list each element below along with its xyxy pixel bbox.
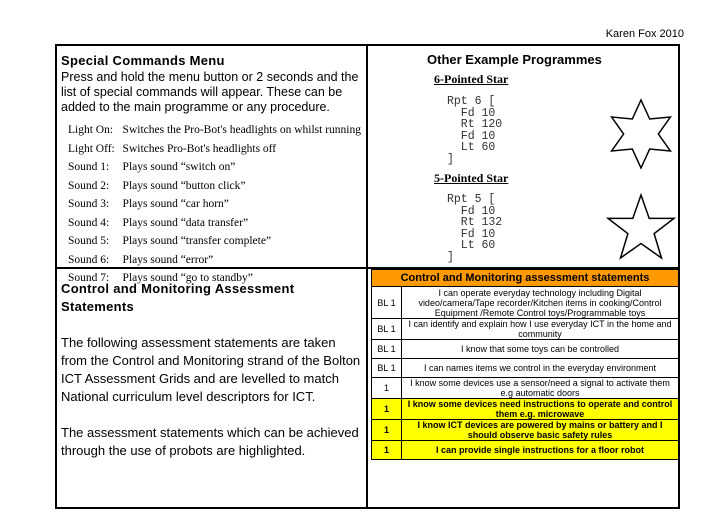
assessment-row [372, 340, 679, 359]
assessment-statement: I know ICT devices are powered by mains or battery and I should observe basic safety rules [402, 420, 679, 441]
command-description: Switches Pro-Bot's headlights off [122, 142, 277, 155]
command-row [65, 232, 361, 251]
five-pointed-star-icon [603, 190, 679, 266]
command-row [65, 140, 361, 159]
assessment-statement: I can operate everyday technology including Digital video/camera/Tape recorder/Kitchen items in cooking/Control Equipment /Remote Control toys/Programmable toys [402, 287, 679, 319]
assessment-statement: I can provide single instructions for a floor robot [402, 441, 679, 460]
assessment-level: 1 [372, 420, 402, 441]
assessment-table-header: Control and Monitoring assessment statements [372, 270, 679, 287]
six-pointed-star-icon [603, 96, 679, 172]
assessment-row [372, 399, 679, 420]
command-row [65, 121, 361, 140]
command-row [65, 195, 361, 214]
assessment-level: 1 [372, 441, 402, 460]
assessment-level: BL 1 [372, 359, 402, 378]
command-key: Sound 6: [68, 253, 110, 266]
command-description: Switches the Pro-Bot's headlights on whilst running [122, 124, 361, 137]
assessment-level: BL 1 [372, 319, 402, 340]
commands-table [65, 121, 361, 288]
special-commands-intro: Press and hold the menu button or 2 seconds and the list of special commands will appear. These can be added to the main programme or any procedure. [61, 70, 359, 114]
command-row [65, 177, 361, 196]
control-monitoring-panel [61, 280, 361, 460]
special-commands-panel [61, 53, 361, 288]
command-key: Light On: [68, 124, 114, 137]
command-key: Sound 4: [68, 216, 110, 229]
command-description: Plays sound “button click” [122, 179, 246, 192]
assessment-row [372, 319, 679, 340]
command-description: Plays sound “go to standby” [122, 272, 253, 285]
command-key: Sound 3: [68, 198, 110, 211]
worksheet-frame [55, 44, 680, 509]
programme-label: 6-Pointed Star [434, 72, 509, 86]
command-description: Plays sound “data transfer” [122, 216, 249, 229]
programme-code: Rpt 6 [ Fd 10 Rt 120 Fd 10 Lt 60 ] [447, 95, 503, 166]
assessment-row [372, 359, 679, 378]
command-description: Plays sound “car horn” [122, 198, 229, 211]
assessment-statement: I can names items we control in the everyday environment [402, 359, 679, 378]
assessment-statement: I know some devices need instructions to operate and control them e.g. microwave [402, 399, 679, 420]
command-row [65, 251, 361, 270]
command-description: Plays sound “transfer complete” [122, 235, 272, 248]
command-key: Sound 1: [68, 161, 110, 174]
assessment-row [372, 378, 679, 399]
assessment-level: BL 1 [372, 287, 402, 319]
assessment-row [372, 420, 679, 441]
assessment-level: 1 [372, 378, 402, 399]
control-monitoring-title: Control and Monitoring Assessment Statements [61, 281, 295, 314]
programme-label: 5-Pointed Star [434, 171, 509, 185]
control-monitoring-paragraph: The following assessment statements are taken from the Control and Monitoring strand of the Bolton ICT Assessment Grids and are levelled to match National curriculum level descriptors for ICT. [61, 335, 361, 404]
special-commands-title: Special Commands Menu [61, 53, 225, 68]
command-key: Sound 5: [68, 235, 110, 248]
assessment-level: BL 1 [372, 340, 402, 359]
command-description: Plays sound “error” [122, 253, 214, 266]
vertical-divider [366, 46, 368, 507]
command-key: Light Off: [68, 142, 115, 155]
command-row [65, 214, 361, 233]
assessment-row [372, 287, 679, 319]
assessment-row [372, 441, 679, 460]
assessment-statement: I know some devices use a sensor/need a signal to activate them e.g automatic doors [402, 378, 679, 399]
control-monitoring-paragraph: The assessment statements which can be achieved through the use of probots are highlighted. [61, 425, 359, 458]
command-row [65, 158, 361, 177]
assessment-table [371, 269, 679, 460]
author-credit: Karen Fox 2010 [605, 28, 684, 40]
command-description: Plays sound “switch on” [122, 161, 236, 174]
examples-title: Other Example Programmes [427, 52, 602, 67]
assessment-statement: I know that some toys can be controlled [402, 340, 679, 359]
assessment-statement: I can identify and explain how I use everyday ICT in the home and community [402, 319, 679, 340]
command-key: Sound 7: [68, 272, 110, 285]
programme-code: Rpt 5 [ Fd 10 Rt 132 Fd 10 Lt 60 ] [447, 193, 503, 264]
command-key: Sound 2: [68, 179, 110, 192]
assessment-level: 1 [372, 399, 402, 420]
